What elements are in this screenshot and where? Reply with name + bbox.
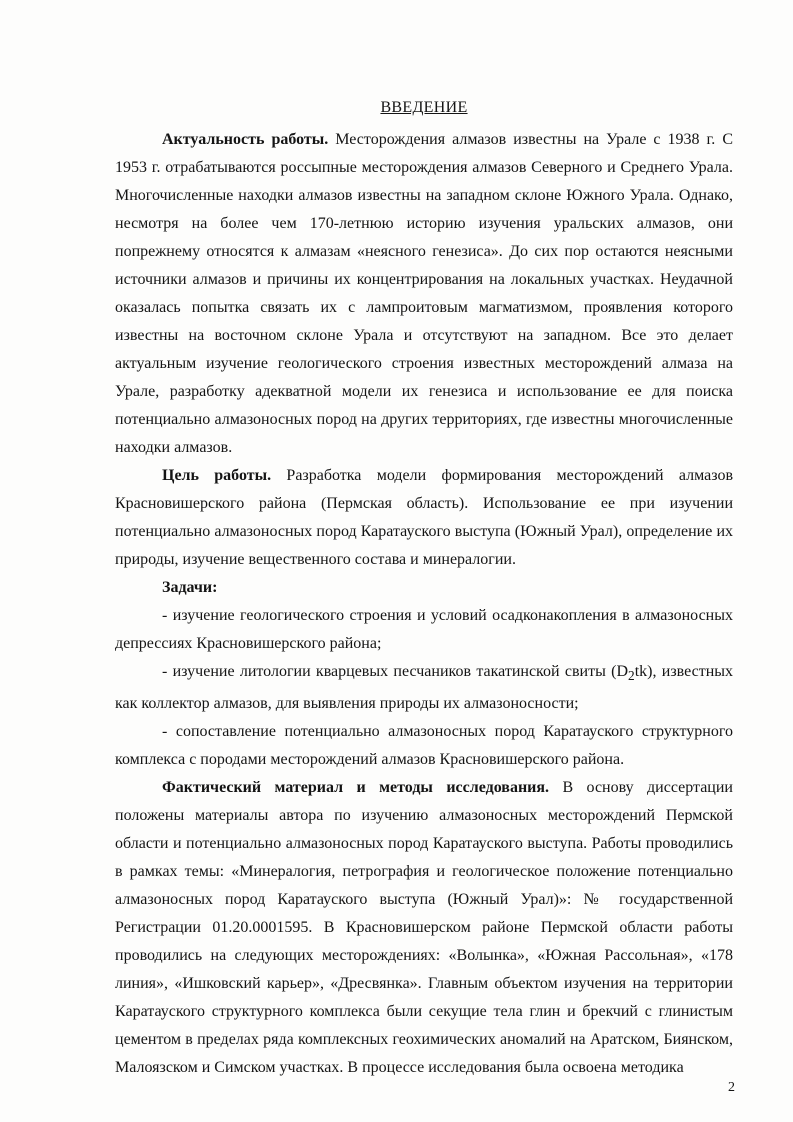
- tasks-list: [115, 602, 733, 774]
- relevance-text: Месторождения алмазов известны на Урале с 1938 г. С 1953 г. отрабатываются россыпные месторождения алмазов Северного и Среднего Урала. Многочисленные находки алмазов известны на западном склоне Южного Урала. Однако, несмотря на более чем 170-летнюю историю изучения уральских алмазов, они попрежнему относятся к алмазам «неясного генезиса». До сих пор остаются неясными источники алмазов и причины их концентрирования на локальных участках. Неудачной оказалась попытка связать их с лампроитовым магматизмом, проявления которого известны на восточном склоне Урала и отсутствуют на западном. Все это делает актуальным изучение геологического строения известных месторождений алмаза на Урале, разработку адекватной модели их генезиса и использование ее для поиска потенциально алмазоносных пород на других территориях, где известны многочисленные находки алмазов.: [115, 131, 733, 456]
- task-item-2-before: - изучение литологии кварцевых песчаников такатинской свиты (D: [162, 663, 629, 680]
- material-paragraph: [115, 774, 733, 1082]
- goal-paragraph: [115, 462, 733, 574]
- tasks-heading-paragraph: [115, 574, 733, 602]
- document-page: [115, 94, 733, 1082]
- task-item-2-after: tk), известных как коллектор алмазов, для выявления природы их алмазоносности;: [115, 663, 734, 713]
- material-heading: Фактический материал и методы исследования.: [162, 779, 550, 797]
- page-number: 2: [728, 1080, 735, 1095]
- tasks-heading: Задачи:: [162, 579, 218, 596]
- page-title: ВВЕДЕНИЕ: [380, 99, 468, 116]
- task-item-2-subscript: 2: [628, 668, 635, 684]
- task-item-3: - сопоставление потенциально алмазоносных пород Каратауского структурного комплекса с породами месторождений алмазов Красновишерского района.: [115, 723, 733, 769]
- relevance-paragraph: [115, 126, 733, 462]
- task-item-2: [115, 658, 733, 718]
- task-item-1: - изучение геологического строения и условий осадконакопления в алмазоносных депрессиях Красновишерского района;: [115, 607, 733, 652]
- goal-heading: Цель работы.: [162, 467, 272, 484]
- relevance-heading: Актуальность работы.: [162, 131, 329, 148]
- material-text: В основу диссертации положены материалы автора по изучению алмазоносных месторождений Пермской области и потенциально алмазоносных пород Каратауского выступа. Работы проводились в рамках темы: «Минералогия, петрография и геологическое положение потенциально алмазоносных пород Каратауского выступа (Южный Урал)»: № государственной Регистрации 01.20.0001595. В Красновишерском районе Пермской области работы проводились на следующих месторождениях: «Волынка», «Южная Рассольная», «178 линия», «Ишковский карьер», «Дресвянка». Главным объектом изучения на территории Каратауского структурного комплекса были секущие тела глин и брекчий с глинистым цементом в пределах ряда комплексных геохимических аномалий на Аратском, Биянском, Малоязском и Симском участках. В процессе исследования была освоена методика: [115, 779, 733, 1077]
- goal-text: Разработка модели формирования месторождений алмазов Красновишерского района (Пермская область). Использование ее при изучении потенциально алмазоносных пород Каратауского выступа (Южный Урал), определение их природы, изучение вещественного состава и минералогии.: [115, 467, 734, 568]
